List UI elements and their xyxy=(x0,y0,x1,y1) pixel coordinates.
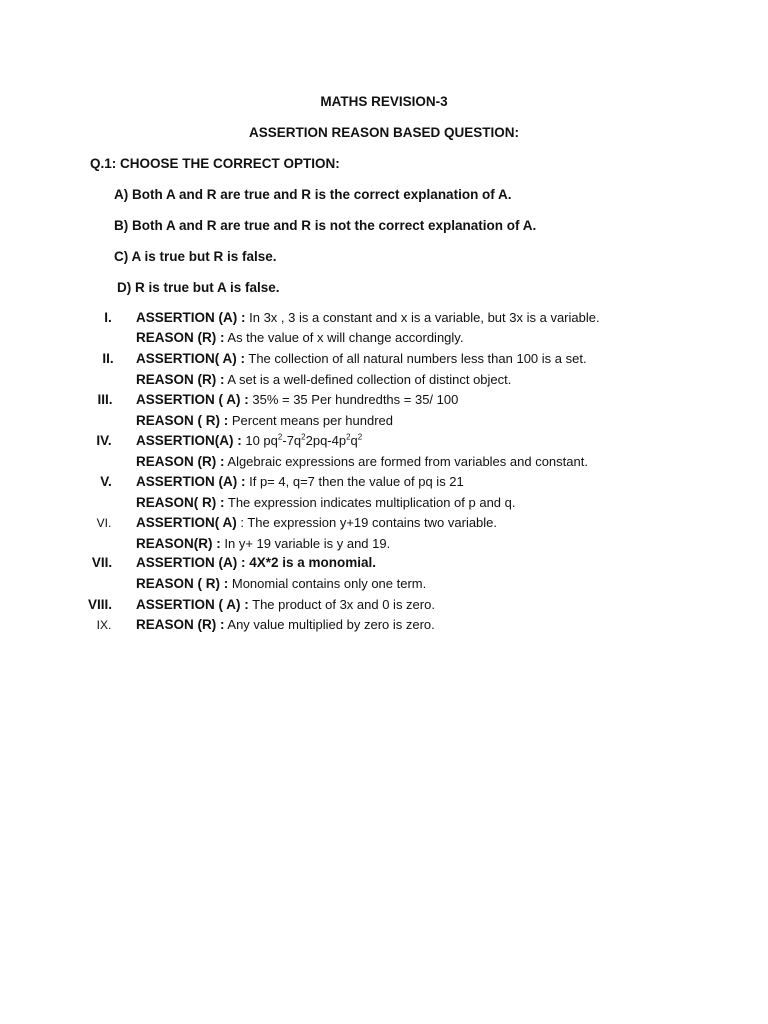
item-numeral: V. xyxy=(100,474,112,489)
reason-text: Any value multiplied by zero is zero. xyxy=(224,617,435,632)
reason-line xyxy=(136,330,463,345)
reason-text: A set is a well-defined collection of distinct object. xyxy=(224,372,512,387)
reason-text: Monomial contains only one term. xyxy=(228,576,427,591)
assertion-label: ASSERTION ( A) : xyxy=(136,392,249,407)
option-b: B) Both A and R are true and R is not the correct explanation of A. xyxy=(114,218,537,233)
reason-label: REASON (R) : xyxy=(136,454,225,469)
item-numeral: VI. xyxy=(96,516,112,530)
assertion-line xyxy=(136,351,587,366)
assertion-label: ASSERTION (A) : xyxy=(136,310,246,325)
reason-label: REASON ( R) : xyxy=(136,413,229,428)
reason-text: The expression indicates multiplication of p and q. xyxy=(224,495,516,510)
assertion-text: The collection of all natural numbers less than 100 is a set. xyxy=(245,351,587,366)
reason-label: REASON (R) : xyxy=(136,330,225,345)
assertion-line xyxy=(136,555,376,570)
item-numeral: I. xyxy=(104,310,112,325)
reason-label: REASON (R) : xyxy=(136,617,225,632)
assertion-text: : The expression y+19 contains two variable. xyxy=(236,515,498,530)
assertion-label: ASSERTION ( A) : xyxy=(136,597,249,612)
assertion-text: If p= 4, q=7 then the value of pq is 21 xyxy=(245,474,464,489)
question-heading: Q.1: CHOOSE THE CORRECT OPTION: xyxy=(90,156,340,171)
assertion-line xyxy=(136,474,464,489)
assertion-label: ASSERTION( A) xyxy=(136,515,237,530)
assertion-line xyxy=(136,310,600,325)
assertion-label: ASSERTION(A) : xyxy=(136,433,242,448)
item-numeral: VII. xyxy=(91,555,113,570)
option-d: D) R is true but A is false. xyxy=(117,280,280,295)
page-subtitle: ASSERTION REASON BASED QUESTION: xyxy=(248,125,520,140)
item-numeral: IV. xyxy=(96,433,112,448)
item-numeral: VIII. xyxy=(87,597,112,612)
assertion-label: ASSERTION (A) : xyxy=(136,474,246,489)
item-numeral: III. xyxy=(97,392,113,407)
option-a: A) Both A and R are true and R is the correct explanation of A. xyxy=(114,187,512,202)
assertion-label: ASSERTION (A) : 4X*2 is a monomial. xyxy=(136,555,377,570)
item-numeral: IX. xyxy=(96,618,112,632)
assertion-text: 10 $pq^2-7q^22pq-4p^2q^2$ xyxy=(241,432,363,448)
reason-text: Algebraic expressions are formed from variables and constant. xyxy=(224,454,588,469)
assertion-line xyxy=(136,515,497,530)
assertion-label: ASSERTION( A) : xyxy=(136,351,245,366)
reason-line xyxy=(136,372,511,387)
page-title: MATHS REVISION-3 xyxy=(320,94,448,109)
reason-line xyxy=(136,576,426,591)
assertion-text: In 3x , 3 is a constant and x is a variable, but 3x is a variable. xyxy=(245,310,600,325)
reason-label: REASON(R) : xyxy=(136,536,221,551)
reason-line xyxy=(136,413,393,428)
reason-line xyxy=(136,617,435,632)
option-c: C) A is true but R is false. xyxy=(114,249,277,264)
assertion-text: 35% = 35 Per hundredths = 35/ 100 xyxy=(248,392,459,407)
reason-label: REASON ( R) : xyxy=(136,576,229,591)
assertion-line xyxy=(136,392,458,407)
reason-line xyxy=(136,454,588,469)
reason-text: In y+ 19 variable is y and 19. xyxy=(220,536,391,551)
reason-label: REASON( R) : xyxy=(136,495,225,510)
reason-text: As the value of x will change accordingly. xyxy=(224,330,464,345)
assertion-text: The product of 3x and 0 is zero. xyxy=(248,597,435,612)
assertion-line xyxy=(136,433,362,448)
item-numeral: II. xyxy=(102,351,114,366)
reason-line xyxy=(136,536,390,551)
reason-text: Percent means per hundred xyxy=(228,413,394,428)
reason-label: REASON (R) : xyxy=(136,372,225,387)
reason-line xyxy=(136,495,515,510)
assertion-line xyxy=(136,597,435,612)
